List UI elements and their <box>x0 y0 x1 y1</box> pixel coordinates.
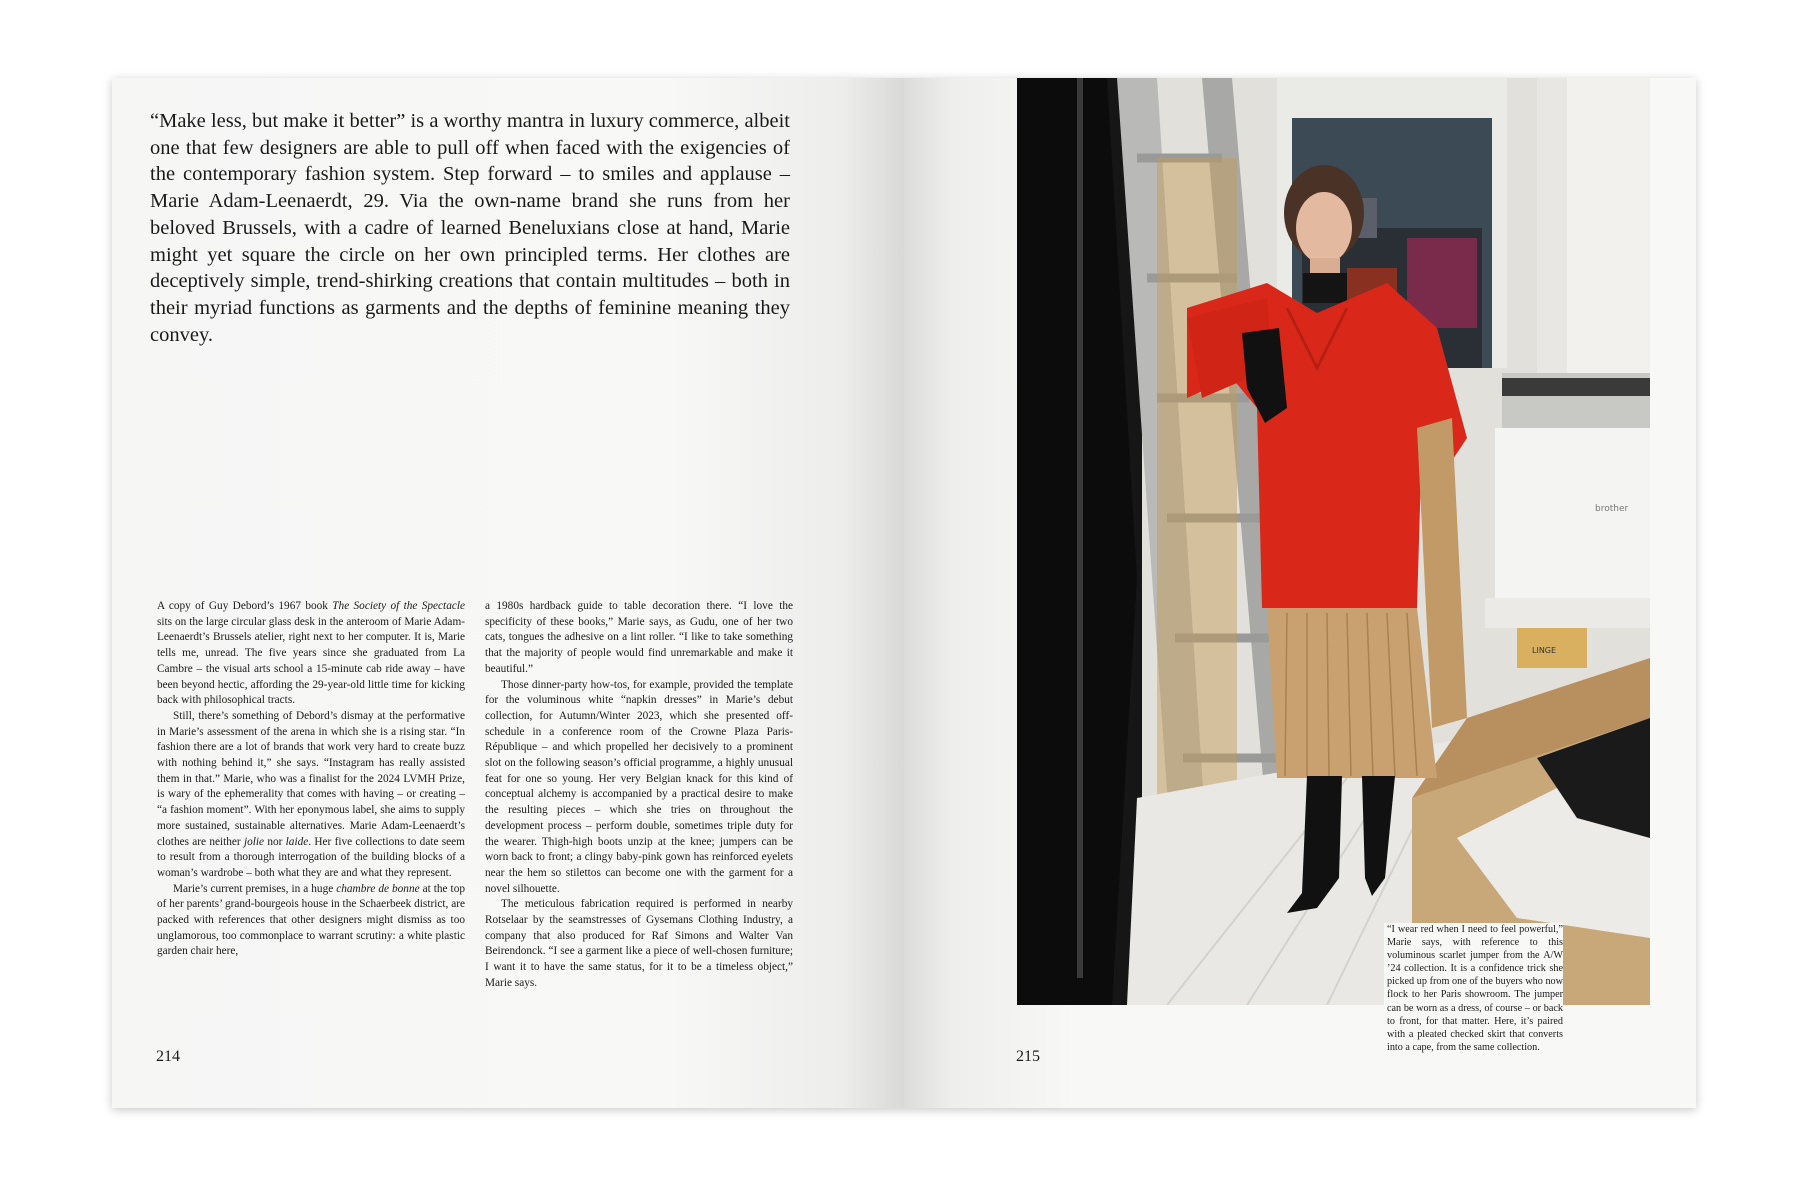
body-column-2 <box>485 599 793 992</box>
page-number-left: 214 <box>156 1048 180 1065</box>
page-number-right: 215 <box>1016 1048 1040 1065</box>
body-text <box>157 599 793 992</box>
box-label: LINGE <box>1532 646 1557 655</box>
paragraph: A copy of Guy Debord’s 1967 book The Society of the Spectacle sits on the large circular glass desk in the anteroom of Marie Adam-Leenaerdt’s Brussels atelier, right next to her computer. It is, Marie tells me, unread. The five years since she graduated from La Cambre – the visual arts school a 15-minute cab ride away – have been beyond hectic, affording the 29-year-old little time for kicking back with philosophical tracts. <box>157 600 466 707</box>
paragraph: Marie’s current premises, in a huge chambre de bonne at the top of her parents’ grand-bourgeois house in the Schaerbeek district, are packed with references that other designers might dismiss as too unglamorous, too commonplace to warrant scrutiny: a white plastic garden chair here, <box>157 882 465 958</box>
paragraph: a 1980s hardback guide to table decoration there. “I love the specificity of these books,” Marie says, as Gudu, one of her two cats, tongues the adhesive on a lint roller. “I like to take something that the majority of people would find unremarkable and make it beautiful.” <box>485 600 793 675</box>
paragraph: Still, there’s something of Debord’s dismay at the performative in Marie’s assessment of the arena in which she is a rising star. “In fashion there are a lot of brands that work very hard to create buzz with nothing behind it,” she says. “Instagram has really assisted them in that.” Marie, who was a finalist for the 2024 LVMH Prize, is wary of the ephemerality that comes with having – or creating – “a fashion moment”. With her eponymous label, she aims to supply more sustained, sustainable alternatives. Marie Adam-Leenaerdt’s clothes are neither jolie nor laide. Her five collections to date seem to result from a thorough interrogation of the building blocks of a woman’s wardrobe – both what they are and what they represent. <box>157 709 465 879</box>
body-column-1 <box>157 599 465 992</box>
left-page <box>112 78 904 1108</box>
photo-illustration <box>1017 78 1650 1005</box>
printer-brand-label: brother <box>1595 504 1629 514</box>
portrait-photo <box>1017 78 1650 1005</box>
standfirst: “Make less, but make it better” is a worthy mantra in luxury commerce, albeit one that few designers are able to pull off when faced with the exigencies of the contemporary fashion system. Step forward – to smiles and applause – Marie Adam-Leenaerdt, 29. Via the own-name brand she runs from her beloved Brussels, with a cadre of learned Beneluxians close at hand, Marie might yet square the circle on her own principled terms. Her clothes are deceptively simple, trend-shirking creations that contain multitudes – both in their myriad functions as garments and the depths of feminine meaning they convey. <box>150 110 790 346</box>
paragraph: Those dinner-party how-tos, for example, provided the template for the voluminous white “napkin dresses” in Marie’s debut collection, for Autumn/Winter 2023, which she presented off-schedule in a conference room of the Crowne Plaza Paris-République – and which propelled her decisively to a prominent slot on the following season’s official programme, a highly unusual feat for one so young. Her very Belgian knack for this kind of conceptual alchemy is accompanied by a practical desire to make the resulting pieces – which she tries on throughout the development process – perform double, sometimes triple duty for the wearer. Thigh-high boots unzip at the knee; jumpers can be worn back to front; a clingy baby-pink gown has reinforced eyelets near the hem so stilettos can become one with the garment for a novel silhouette. <box>485 678 793 895</box>
paragraph: The meticulous fabrication required is performed in nearby Rotselaar by the seamstresses of Gysemans Clothing Industry, a company that also produced for Raf Simons and Walter Van Beirendonck. “I see a garment like a piece of well-chosen furniture; I want it to have the same status, for it to be a timeless object,” Marie says. <box>485 898 793 989</box>
photo-caption: “I wear red when I need to feel powerful,” Marie says, with reference to this voluminous scarlet jumper from the A/W ’24 collection. It is a confidence trick she picked up from one of the buyers who now flock to her Paris showroom. The jumper can be worn as a dress, of course – or back to front, for that matter. Here, it’s paired with a pleated checked skirt that converts into a cape, from the same collection. <box>1384 923 1563 1054</box>
